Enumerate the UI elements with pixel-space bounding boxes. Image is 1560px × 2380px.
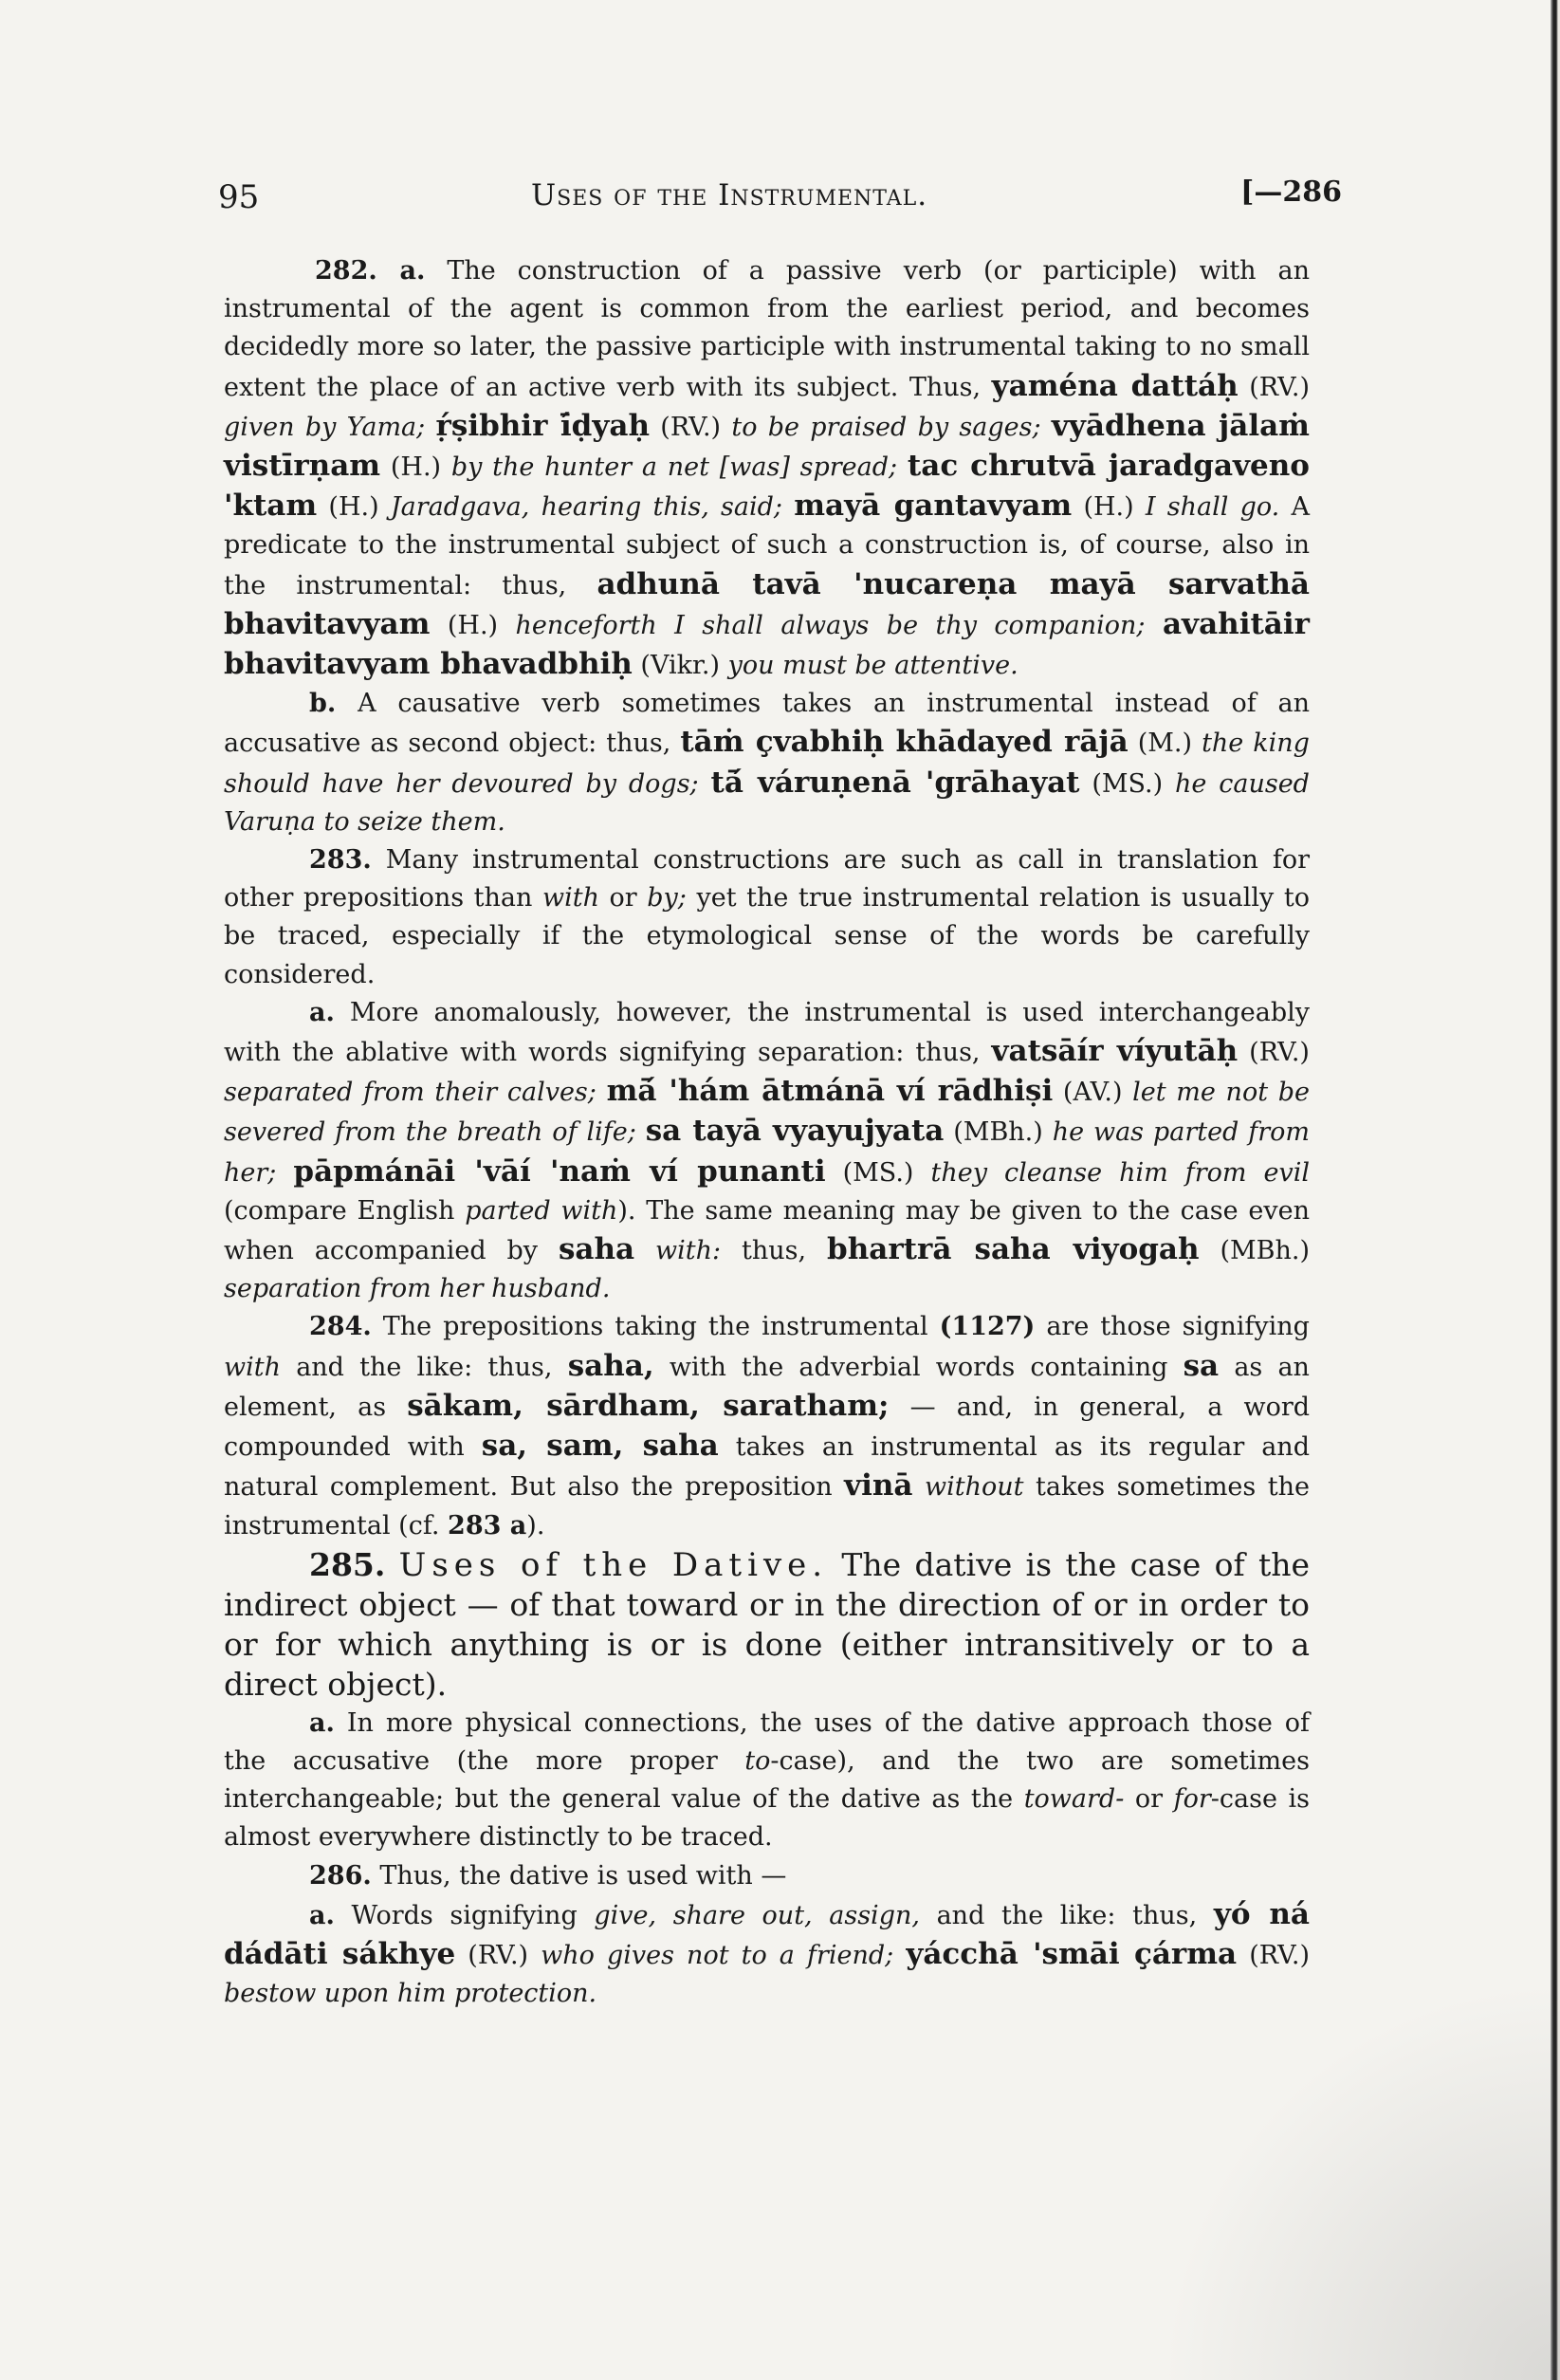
gloss: by the hunter a net [was] spread; [450, 452, 898, 483]
emphasis: with [541, 883, 599, 913]
gloss: who gives not to a friend; [541, 1940, 894, 1970]
sanskrit-example: tā́ váruṇenā 'grāhayat [710, 765, 1080, 800]
paper-grain [1162, 1982, 1560, 2380]
text: thus, [742, 1236, 807, 1266]
sanskrit-example: yó ná dádāti sákhye [224, 1896, 1310, 1971]
section-range: [—286 [1240, 175, 1342, 209]
section-letter: a. [309, 1707, 335, 1738]
source-ref: (H.) [1083, 492, 1134, 523]
sanskrit-example: yácchā 'smāi çárma [906, 1936, 1238, 1971]
paragraph-282b [224, 685, 1310, 841]
text: or [609, 883, 637, 913]
sanskrit-example: vinā [844, 1468, 913, 1504]
gloss: parted with [465, 1195, 618, 1226]
section-number: 286. [309, 1860, 372, 1891]
section-letter: a. [309, 1900, 335, 1930]
section-letter: a. [309, 997, 335, 1027]
gloss: Jaradgava, hearing this, said; [390, 492, 782, 523]
source-ref: (MS.) [842, 1157, 914, 1188]
gloss: bestow upon him protection. [224, 1979, 597, 2009]
emphasis: by; [647, 883, 687, 913]
gloss: I shall go. [1145, 492, 1280, 523]
section-number: 282. a. [315, 256, 426, 286]
source-ref: (AV.) [1062, 1078, 1123, 1108]
gloss: the king should have her devoured by dogs; [224, 729, 1310, 799]
text: ). [526, 1510, 545, 1541]
sanskrit-example: vatsāír víyutāḥ [991, 1034, 1239, 1069]
emphasis: to [744, 1745, 771, 1776]
source-ref: (H.) [390, 452, 442, 483]
cross-reference: 283 a [448, 1510, 527, 1541]
gloss: you must be attentive. [727, 651, 1019, 681]
gloss: they cleanse him from evil [930, 1157, 1310, 1188]
sanskrit-example: mayā gantavyam [794, 489, 1073, 524]
sanskrit-example: vyādhena jālaṁ vistīrṇam [224, 408, 1310, 484]
gloss: with: [655, 1236, 722, 1266]
section-number: 284. [309, 1312, 372, 1342]
text: Thus, the dative is used with — [379, 1860, 787, 1891]
gloss: he was parted from her; [224, 1117, 1310, 1188]
sanskrit-example: yaména dattáḥ [991, 368, 1239, 403]
sanskrit-example: tāṁ çvabhiḥ khādayed rājā [680, 725, 1129, 760]
text: with the adverbial words containing [669, 1352, 1168, 1382]
text: -case is almost everywhere distinctly to be traced. [224, 1784, 1311, 1853]
sanskrit-example: sa [1183, 1348, 1220, 1383]
source-ref: (MBh.) [953, 1117, 1043, 1148]
text: takes sometimes the instrumental (cf. [224, 1472, 1310, 1541]
emphasis: for [1173, 1784, 1211, 1815]
gloss: to be praised by sages; [731, 412, 1041, 442]
text: as an element, as [224, 1352, 1310, 1422]
paragraph-285 [224, 1545, 1310, 1705]
gloss: henceforth I shall always be thy companion; [515, 610, 1146, 640]
cross-reference: (1127) [939, 1312, 1036, 1342]
sanskrit-example: tac chrutvā jaradgaveno 'ktam [224, 449, 1310, 524]
text: and the like: thus, [936, 1900, 1198, 1930]
text: More anomalously, however, the instrumental is used interchangeably with the ablative with words signifying separation: thus, [224, 997, 1310, 1068]
paragraph-282a [224, 252, 1310, 685]
source-ref: (M.) [1137, 729, 1193, 759]
emphasis: give, share out, assign, [594, 1900, 920, 1930]
text: The prepositions taking the instrumental [382, 1312, 928, 1342]
source-ref: (Vikr.) [640, 651, 721, 681]
sanskrit-example: sākam, sārdham, saratham; [407, 1388, 890, 1423]
text: Many instrumental constructions are such as call in translation for other prepositions than [224, 845, 1310, 913]
source-ref: (H.) [328, 492, 379, 523]
text: A predicate to the instrumental subject of such a construction is, of course, also in the instrumental: thus, [224, 492, 1310, 600]
paragraph-283 [224, 841, 1310, 994]
page-number: 95 [218, 178, 260, 216]
text: The dative is the case of the indirect object — of that toward or in the direction of or in order to or for which anything is or is done (either intransitively or to a direct object). [224, 1545, 1310, 1703]
emphasis: with [224, 1352, 281, 1382]
text: A causative verb sometimes takes an instrumental instead of an accusative as second object: thus, [224, 689, 1310, 759]
running-title: Uses of the Instrumental. [531, 178, 928, 212]
source-ref: (RV.) [1249, 372, 1310, 402]
sanskrit-example: adhunā tavā 'nucareṇa mayā sarvathā bhavitavyam [224, 566, 1310, 641]
text: or [1134, 1784, 1164, 1815]
source-ref: (MBh.) [1220, 1236, 1310, 1266]
paragraph-286 [224, 1857, 1310, 1895]
text: are those signifying [1046, 1312, 1310, 1342]
paragraph-285a [224, 1705, 1310, 1857]
emphasis: toward- [1023, 1784, 1125, 1815]
text: In more physical connections, the uses of the dative approach those of the accusative (the more proper [224, 1707, 1310, 1776]
section-number: 285. [309, 1545, 386, 1583]
source-ref: (RV.) [1249, 1940, 1311, 1970]
gloss: given by Yama; [224, 412, 426, 442]
source-ref: (RV.) [1249, 1038, 1310, 1068]
gloss: separated from their calves; [224, 1078, 596, 1108]
sanskrit-example: saha, [567, 1348, 654, 1383]
text: and the like: thus, [296, 1352, 553, 1382]
paragraph-286a [224, 1895, 1310, 2014]
text: Words signifying [351, 1900, 578, 1930]
gloss: separation from her husband. [224, 1274, 611, 1304]
running-header [218, 171, 1342, 218]
source-ref: (MS.) [1092, 768, 1164, 799]
paragraph-283a [224, 994, 1310, 1309]
section-heading: Uses of the Dative. [398, 1545, 829, 1584]
sanskrit-example: ṛ́ṣibhir ī́ḍyaḥ [435, 408, 650, 443]
sanskrit-example: sa tayā vyayujyata [645, 1114, 945, 1149]
source-ref: (RV.) [660, 412, 722, 442]
sanskrit-example: sa, sam, saha [481, 1429, 719, 1464]
page-body [224, 252, 1310, 2013]
gloss: without [925, 1472, 1024, 1503]
paragraph-284 [224, 1308, 1310, 1544]
source-ref: (RV.) [468, 1940, 529, 1970]
gloss: he caused Varuṇa to seize them. [224, 768, 1310, 837]
sanskrit-example: saha [558, 1232, 635, 1267]
text: yet the true instrumental relation is usually to be traced, especially if the etymological sense of the words be carefully considered. [224, 883, 1310, 989]
text: ). The same meaning may be given to the case even when accompanied by [224, 1195, 1310, 1266]
text: — and, in general, a word compounded with [224, 1392, 1311, 1463]
section-number: 283. [309, 845, 372, 876]
gloss: let me not be severed from the breath of life; [224, 1078, 1310, 1148]
text: takes an instrumental as its regular and natural complement. But also the preposition [224, 1432, 1310, 1503]
sanskrit-example: bhartrā saha viyogaḥ [827, 1232, 1200, 1267]
sanskrit-example: avahitāir bhavitavyam bhavadbhiḥ [224, 606, 1310, 682]
text: The construction of a passive verb (or participle) with an instrumental of the agent is common from the earliest period, and becomes decidedly more so later, the passive participle with instrumental taking to no small extent the place of an active verb with its subject. Thus, [224, 256, 1310, 402]
section-letter: b. [309, 689, 337, 719]
sanskrit-example: pāpmánāi 'vāí 'naṁ ví punanti [293, 1153, 826, 1189]
source-ref: (H.) [447, 610, 499, 640]
sanskrit-example: mā́ 'hám ātmánā ví rādhiṣi [606, 1074, 1054, 1109]
text: -case), and the two are sometimes interchangeable; but the general value of the dative as the [224, 1745, 1310, 1815]
text: (compare English [224, 1195, 455, 1226]
